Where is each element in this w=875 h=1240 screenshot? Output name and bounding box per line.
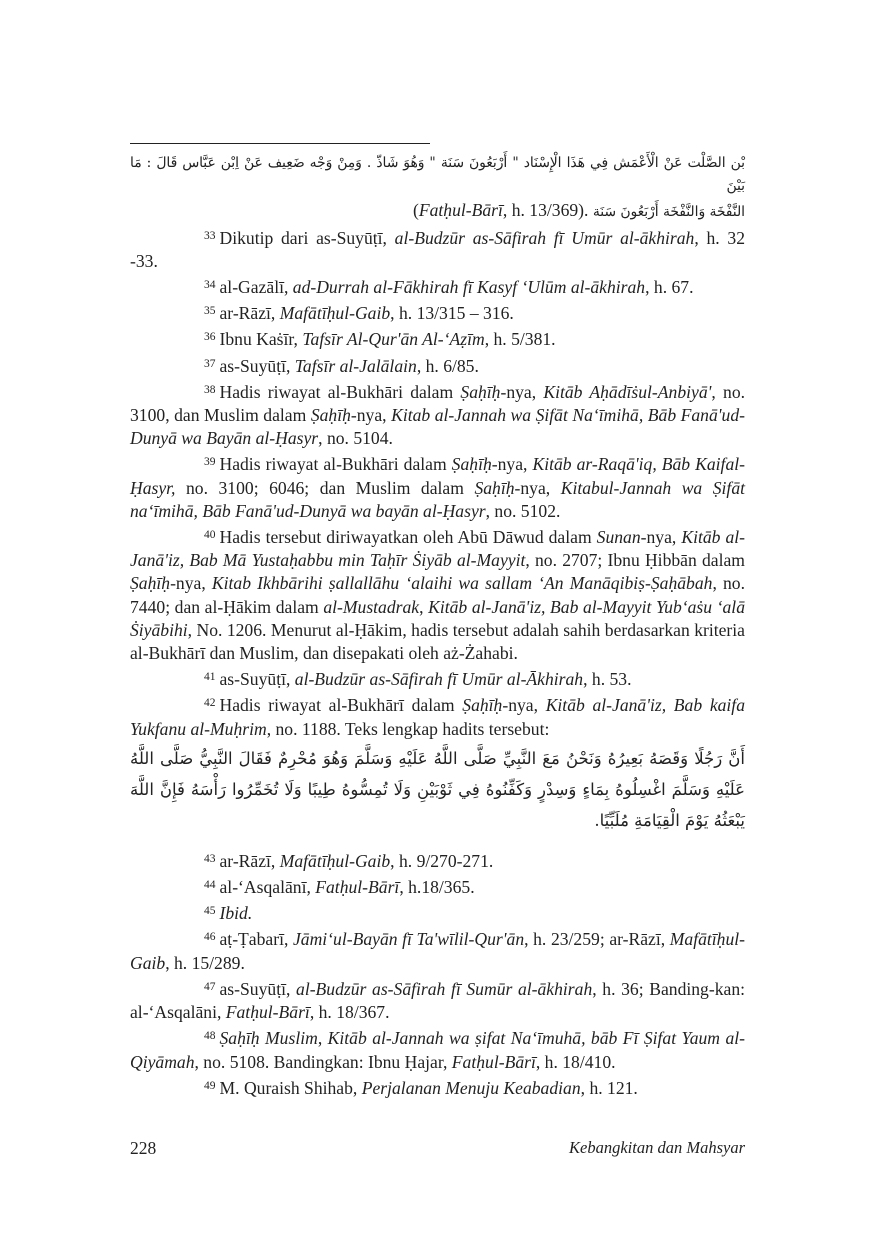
footnote-text: , [419,596,429,617]
footnote-title-italic: Mafātīḥul-Gaib [279,303,391,324]
footnote-number: 33 [204,229,216,242]
footnote-text: , h.18/365. [399,877,475,898]
footnote-text: Hadis riwayat al-Bukhāri dalam [219,454,452,475]
footnote-text: ar-Rāzī, [219,303,280,324]
running-head: Kebangkitan dan Mahsyar [569,1138,745,1157]
footnote-title-italic: Sunan [596,527,641,548]
footnote-title-italic: al-Budzūr as-Sāfirah fī Umūr al-Ākhirah [294,669,584,690]
footnote-text: , h. 18/367. [309,1002,390,1023]
footnote-42 [130,692,745,740]
footnote-text: , h. 121. [580,1077,638,1098]
footnote-number: 45 [204,905,216,918]
footnote-text: , no. 7440; dan al-Ḥākim dalam [130,573,746,617]
footnote-text: , h. 23/259; ar-Rāzī, [524,929,670,950]
footnote-title-italic: al-Budzūr as-Sāfirah fī Umūr al-ākhirah [394,227,695,248]
footnote-number: 36 [204,331,216,344]
footnote-text: , no. 5102. [485,500,561,521]
footnote-47 [130,976,745,1024]
footnote-34 [130,274,745,299]
footnote-title-italic: Fatḥul-Bārī [451,1051,536,1072]
footnote-title-italic: Ṣaḥīḥ Muslim [219,1028,318,1049]
footnote-text: , h. 36; Banding-kan: al-‘Asqalāni, [130,978,746,1023]
footnote-45 [130,900,745,925]
footnote-title-italic: Ṣaḥīḥ [474,477,515,498]
footnote-number: 41 [204,671,216,684]
continued-note-arabic-text: النَّفْخَة وَالنَّفْخَة أَرْبَعُونَ سَنَة [592,204,745,221]
continued-note-arabic-line: بْن الصَّلْت عَنْ الْأَعْمَش فِي هَذَا الْإِسْنَاد " أَرْبَعُونَ سَنَة " وَهُوَ شَاذّ . وَمِنْ وَجْه ضَعِيف عَنْ اِبْن عَبَّاس قَالَ : مَا بَيْنَ [130,155,745,195]
footnote-title-italic: Tafsīr al-Jalālain [294,355,417,376]
footnote-title-italic: Ṣaḥīḥ [130,573,171,594]
footnote-text: , No. 1206. Menurut al-Ḥākim, hadis tersebut adalah sahih berdasarkan kriteria al-Bukhārī dan Muslim, dan disepakati oleh aż-Żahabi. [130,619,745,664]
footnote-separator-rule [130,143,430,144]
footnote-text: , no. 5108. Bandingkan: Ibnu Ḥajar, [194,1051,452,1072]
footnote-number: 44 [204,879,216,892]
footnote-text: , no. 5104. [318,428,393,449]
footnote-text: , h. 9/270-271. [390,850,494,871]
footnote-title-italic: Kitāb ar-Raqā'iq, Bāb Kaifal-Ḥasyr, [130,454,745,498]
footnote-title-italic: Kitab al-Jannah wa Ṣifāt Na‘īmihā, Bāb Fanā'ud-Dunyā wa Bayān al-Ḥasyr [130,405,745,449]
footnote-title-italic: Fatḥul-Bārī [225,1002,310,1023]
footnote-40 [130,524,745,665]
page-footer [130,1138,745,1162]
footnote-title-italic: Tafsīr Al-Qur'ān Al-‘Aẓīm [302,329,485,350]
footnote-41 [130,666,745,691]
footnote-35 [130,300,745,325]
footnote-text: -nya, [500,381,544,402]
footnote-title-italic: Ṣaḥīḥ [451,454,492,475]
footnote-text: aṭ-Ṭabarī, [219,929,293,950]
footnote-title-italic: ad-Durrah al-Fākhirah fī Kasyf ‘Ulūm al-ākhirah [292,277,646,298]
footnote-text: -nya, [350,405,392,426]
footnote-text: as-Suyūṭī, [219,355,295,376]
footnote-text: Dikutip dari as-Suyūṭī, [219,227,395,248]
footnote-text: , h. 53. [583,669,632,690]
footnote-title-italic: Mafātīḥul-Gaib [130,929,746,973]
footnote-text: Hadis riwayat al-Bukhāri dalam [219,381,461,402]
footnote-number: 34 [204,279,216,292]
footnote-title-italic: Kitabul-Jannah wa Ṣifāt na‘īmihā, Bāb Fanā'ud-Dunyā wa bayān al-Ḥasyr [130,477,746,521]
footnote-text: M. Quraish Shihab, [219,1077,362,1098]
footnote-number: 37 [204,357,216,370]
footnote-text: Hadis riwayat al-Bukhārī dalam [219,695,463,716]
footnote-43 [130,848,745,873]
footnote-number: 48 [204,1030,216,1043]
footnote-39 [130,451,745,523]
footnote-text: , no. 2707; Ibnu Ḥibbān dalam [525,550,745,571]
footnote-text: -nya, [491,454,533,475]
footnote-text: al-‘Asqalānī, [219,877,316,898]
footnote-number: 35 [204,305,216,318]
footnote-title-italic: al-Budzūr as-Sāfirah fī Sumūr al-ākhirah [296,978,593,999]
footnote-text: , h. 67. [645,277,694,298]
footnote-46 [130,926,745,974]
footnote-title-italic: Ṣaḥīḥ [460,381,501,402]
footnote-number: 43 [204,852,216,865]
footnote-37 [130,353,745,378]
footnote-title-italic: Perjalanan Menuju Keabadian [361,1077,581,1098]
footnote-38 [130,379,745,451]
footnote-title-italic: al-Mustadrak [323,596,420,617]
footnote-text: , h. 15/289. [165,952,245,973]
footnote-number: 39 [204,456,216,469]
footnote-44 [130,874,745,899]
footnote-text: -nya, [502,695,546,716]
footnote-text: -nya, [514,477,561,498]
footnote-36 [130,326,745,351]
footnote-text: as-Suyūṭī, [219,669,295,690]
footnote-title-italic: Kitab Ikhbārihi ṣallallāhu ‘alaihi wa sallam ‘An Manāqibiṣ-Ṣaḥābah [211,573,713,594]
footnote-title-italic: Ṣaḥīḥ [462,695,503,716]
footnote-title-italic: Mafātīḥul-Gaib [279,850,391,871]
footnote-text: , no. 3100, dan Muslim dalam [130,381,746,426]
footnote-number: 40 [204,529,216,542]
footnote-number: 49 [204,1079,216,1092]
footnote-text: as-Suyūṭī, [219,978,297,999]
footnote-text: -nya, [170,573,212,594]
footnote-number: 38 [204,383,216,396]
footnote-number: 42 [204,697,216,710]
footnote-title-italic: Kitāb Aḥādīṡul-Anbiyā' [543,381,712,402]
footnote-title-italic: Fatḥul-Bārī [315,877,400,898]
continued-note-ref-title: Fatḥul-Bārī [418,200,503,221]
footnote-title-italic: Ibid. [219,903,253,924]
footnote-text: , h. 13/315 – 316. [390,303,514,324]
footnote-text: al-Gazālī, [219,277,293,298]
continued-note-ref-rest: , h. 13/369). [502,200,589,221]
footnote-number: 47 [204,980,216,993]
footnote-title-italic: Kitāb al-Janā'iz, Bab al-Mayyit Yub‘aṡu ‘alā Ṡiyābihi [130,596,745,640]
footnote-number: 46 [204,931,216,944]
footnote-list [130,225,745,1100]
footnote-text: ar-Rāzī, [219,850,280,871]
footnote-text: , [317,1028,328,1049]
footnote-text: , h. 6/85. [416,355,479,376]
footnote-text: Ibnu Kaṡīr, [219,329,303,350]
footnote-title-italic: Jāmi‘ul-Bayān fī Ta'wīlil-Qur'ān [292,929,525,950]
footnote-49 [130,1075,745,1100]
footnote-title-italic: Ṣaḥīḥ [310,405,351,426]
hadith-arabic-text: أَنَّ رَجُلًا وَقَصَهُ بَعِيرُهُ وَنَحْنُ مَعَ النَّبِيِّ صَلَّى اللَّهُ عَلَيْهِ وَسَلَّمَ وَهُوَ مُحْرِمٌ فَقَالَ النَّبِيُّ صَلَّى اللَّهُ عَلَيْهِ وَسَلَّمَ اغْسِلُوهُ بِمَاءٍ وَسِدْرٍ وَكَفِّنُوهُ فِي ثَوْبَيْنِ وَلَا تُمِسُّوهُ طِيبًا وَلَا تُخَمِّرُوا رَأْسَهُ فَإِنَّ اللَّهَ يَبْعَثُهُ يَوْمَ الْقِيَامَةِ مُلَبِّيًا. [130,748,745,830]
footnote-text: no. 3100; 6046; dan Muslim dalam [175,477,475,498]
footnote-text: , no. 1188. Teks lengkap hadits tersebut: [266,718,550,739]
footnote-title-italic: Kitāb al-Jannah wa ṣifat Na‘īmuhā, bāb Fī Ṣifat Yaum al-Qiyāmah [130,1028,746,1072]
footnote-48 [130,1025,745,1073]
footnote-33 [130,225,745,273]
continued-note-arabic-reference: النَّفْخَة وَالنَّفْخَة أَرْبَعُونَ سَنَة (Fatḥul-Bārī, h. 13/369). [412,200,745,221]
footnote-text: , h. 5/381. [484,329,556,350]
footnote-text: Hadis tersebut diriwayatkan oleh Abū Dāwud dalam [219,527,597,548]
footnote-text: , h. 18/410. [535,1051,616,1072]
footnote-text: , h. 32 -33. [130,227,745,271]
footnote-title-italic: Kitāb al-Janā'iz, Bab Mā Yustaḥabbu min Taḥīr Ṡiyāb al-Mayyit [130,527,745,571]
footnote-title-italic: Kitāb al-Janā'iz, Bab kaifa Yukfanu al-Muḥrim [130,695,745,739]
page-number: 228 [130,1138,157,1158]
footnote-text: -nya, [640,527,682,548]
footnotes-section [130,152,745,1101]
